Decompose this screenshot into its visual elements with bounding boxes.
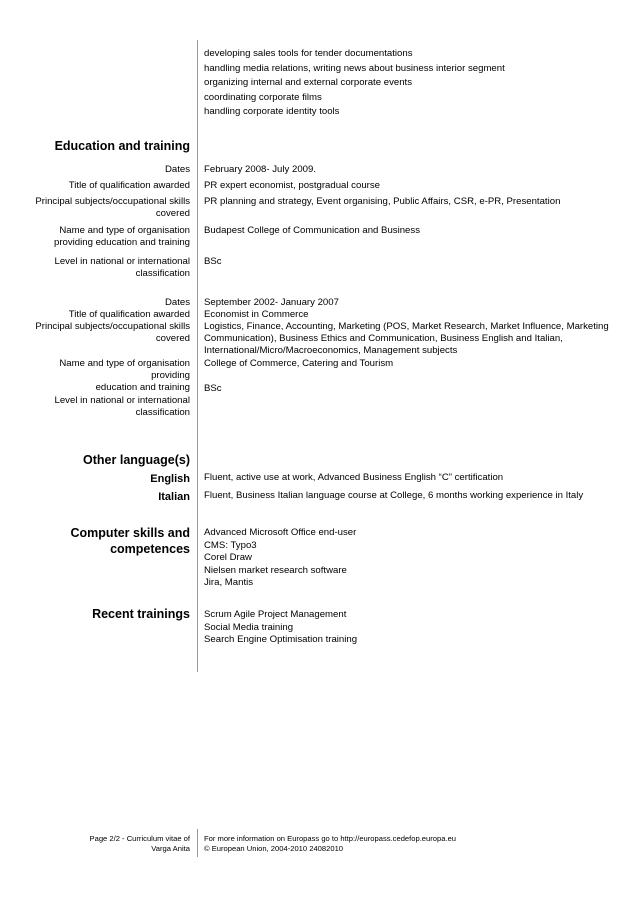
label-line: Level in national or international <box>54 395 190 406</box>
work-activity-line: handling media relations, writing news about business interior segment <box>204 62 505 74</box>
work-activity-line: developing sales tools for tender documentations <box>204 48 413 59</box>
trainings-list <box>204 609 357 647</box>
footer-divider <box>197 829 198 857</box>
edu1-org: Budapest College of Communication and Business <box>204 225 420 236</box>
training-line: Scrum Agile Project Management <box>204 609 347 620</box>
edu2-subjects <box>204 321 609 357</box>
edu1-subjects-label <box>35 196 190 220</box>
edu2-org: College of Commerce, Catering and Tourism <box>204 358 394 369</box>
edu2-dates-label: Dates <box>164 297 190 308</box>
edu1-dates-label: Dates <box>164 164 190 175</box>
subjects-line: Communication), Business Ethics and Communication, Business English and Italian, <box>204 333 563 344</box>
footer-line: For more information on Europass go to http://europass.cedefop.europa.eu <box>204 834 457 843</box>
language-desc-english: Fluent, active use at work, Advanced Business English “C” certification <box>204 472 504 483</box>
footer-line: Page 2/2 - Curriculum vitae of <box>89 834 190 843</box>
column-divider <box>197 40 198 672</box>
work-activity-line: coordinating corporate films <box>204 91 322 103</box>
training-line: Search Engine Optimisation training <box>204 634 358 645</box>
edu2-level: BSc <box>204 383 222 394</box>
edu1-level: BSc <box>204 256 222 267</box>
subjects-line: International/Micro/Macroeconomics, Management subjects <box>204 345 458 356</box>
footer-europass-info <box>204 834 456 854</box>
edu1-level-label <box>55 256 190 280</box>
computer-skills-list <box>204 527 356 590</box>
skill-line: Advanced Microsoft Office end-user <box>204 527 357 538</box>
skill-line: Jira, Mantis <box>204 577 254 588</box>
heading-line: Computer skills and <box>70 526 190 540</box>
label-line: providing education and training <box>53 237 190 248</box>
language-name-italian: Italian <box>158 491 190 503</box>
edu2-level-label <box>55 395 190 419</box>
heading-line: competences <box>110 542 190 556</box>
edu2-dates: September 2002- January 2007 <box>204 297 339 308</box>
skill-line: Corel Draw <box>204 552 252 563</box>
skill-line: Nielsen market research software <box>204 564 347 576</box>
edu1-title: PR expert economist, postgradual course <box>204 180 380 191</box>
label-line: Name and type of organisation <box>59 225 190 236</box>
edu1-subjects: PR planning and strategy, Event organising, Public Affairs, CSR, e-PR, Presentation <box>204 196 561 207</box>
training-line: Social Media training <box>204 621 294 633</box>
label-line: Principal subjects/occupational skills <box>35 196 190 207</box>
edu2-title-label: Title of qualification awarded <box>68 309 190 320</box>
label-line: classification <box>135 268 190 279</box>
label-line: classification <box>135 407 190 418</box>
edu1-org-label <box>54 225 190 249</box>
languages-heading: Other language(s) <box>83 453 190 467</box>
edu1-title-label: Title of qualification awarded <box>68 180 190 191</box>
label-line: Level in national or international <box>54 256 190 267</box>
label-line: education and training <box>95 382 190 393</box>
education-heading: Education and training <box>54 139 190 153</box>
footer-line: © European Union, 2004-2010 24082010 <box>204 844 344 853</box>
work-activity-line: handling corporate identity tools <box>204 106 340 117</box>
edu2-title: Economist in Commerce <box>204 309 309 320</box>
work-activities <box>204 47 505 120</box>
language-desc-italian: Fluent, Business Italian language course at College, 6 months working experience in Italy <box>204 490 584 501</box>
label-line: Name and type of organisation <box>59 358 190 369</box>
footer-line: Varga Anita <box>151 844 190 853</box>
label-line: covered <box>155 333 190 344</box>
label-line: covered <box>155 208 190 219</box>
footer-page-info <box>90 834 190 854</box>
edu2-org-label <box>59 358 190 394</box>
label-line: Principal subjects/occupational skills <box>35 321 190 332</box>
subjects-line: Logistics, Finance, Accounting, Marketing (POS, Market Research, Market Influence, Marketing <box>204 321 609 332</box>
edu1-dates: February 2008- July 2009. <box>204 164 316 175</box>
edu2-subjects-label <box>35 321 190 345</box>
label-line: providing <box>151 370 190 381</box>
work-activity-line: organizing internal and external corporate events <box>204 77 412 88</box>
trainings-heading: Recent trainings <box>92 607 190 621</box>
skill-line: CMS: Typo3 <box>204 539 257 551</box>
language-name-english: English <box>150 473 190 485</box>
computer-skills-heading <box>71 525 190 557</box>
